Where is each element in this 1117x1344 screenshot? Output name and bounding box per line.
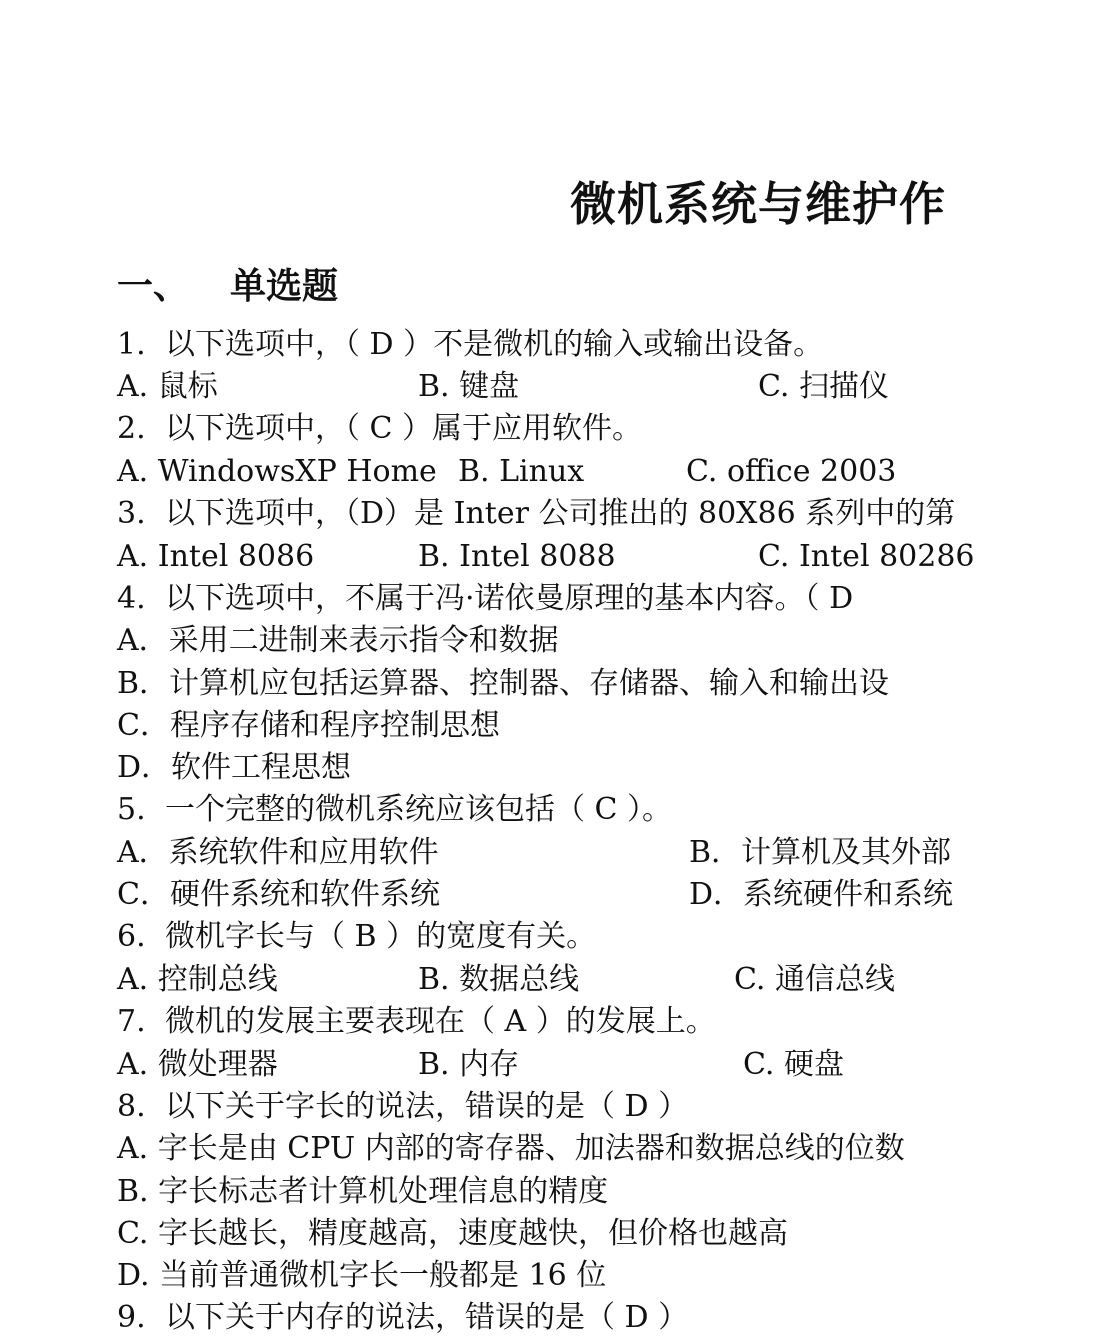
- option-a: A．系统软件和应用软件: [117, 835, 439, 870]
- question-4-stem: [117, 579, 1117, 619]
- option-c: C. office 2003: [686, 454, 897, 489]
- question-4-option-d: D．软件工程思想: [117, 750, 352, 785]
- option-b: B. Linux: [458, 454, 585, 489]
- option-b: B. 内存: [418, 1047, 520, 1082]
- option-c: C. 扫描仪: [758, 369, 889, 404]
- question-3-stem: [117, 494, 1117, 534]
- option-c: C. 通信总线: [734, 962, 895, 997]
- question-text: 微机的发展主要表现在（ A ）的发展上。: [165, 1004, 716, 1039]
- question-2-stem: [117, 409, 1117, 449]
- question-text: 以下关于内存的说法，错误的是（ D ）: [165, 1300, 689, 1335]
- option-d: D．系统硬件和系统: [689, 877, 954, 912]
- question-number: 2.: [117, 411, 146, 446]
- section-label: 单选题: [230, 265, 339, 307]
- option-c: C．硬件系统和软件系统: [117, 877, 440, 912]
- question-8-option-b: B. 字长标志者计算机处理信息的精度: [117, 1174, 609, 1209]
- question-text: 以下选项中，（D）是 Inter 公司推出的 80X86 系列中的第: [165, 496, 956, 531]
- question-6-stem: [117, 917, 1117, 957]
- document-title: 微机系统与维护作: [570, 177, 946, 231]
- question-number: 8.: [117, 1089, 146, 1124]
- question-4-option-b: B．计算机应包括运算器、控制器、存储器、输入和输出设: [117, 666, 890, 701]
- option-c: C. Intel 80286: [758, 539, 975, 574]
- question-number: 5.: [117, 792, 146, 827]
- section-number: 一、: [117, 265, 190, 307]
- question-number: 1.: [117, 327, 146, 362]
- option-a: A. 微处理器: [117, 1047, 278, 1082]
- option-a: A. WindowsXP Home: [117, 454, 437, 489]
- question-number: 4.: [117, 581, 146, 616]
- question-5-stem: [117, 790, 1117, 830]
- option-c: C. 硬盘: [743, 1047, 844, 1082]
- question-number: 3.: [117, 496, 146, 531]
- question-number: 9.: [117, 1300, 146, 1335]
- option-b: B. Intel 8088: [418, 539, 616, 574]
- option-a: A. Intel 8086: [117, 539, 315, 574]
- question-4-option-a: A．采用二进制来表示指令和数据: [117, 623, 559, 658]
- question-3-options: [117, 537, 1117, 577]
- question-text: 以下选项中，（ C ）属于应用软件。: [165, 411, 643, 446]
- question-8-option-d: D. 当前普通微机字长一般都是 16 位: [117, 1258, 607, 1293]
- question-6-options: [117, 960, 1117, 1000]
- question-5-options-row1: [117, 833, 1117, 873]
- question-2-options: [117, 452, 1117, 492]
- section-heading: [117, 258, 338, 309]
- question-8-option-c: C. 字长越长，精度越高，速度越快，但价格也越高: [117, 1216, 788, 1251]
- question-8-option-a: A. 字长是由 CPU 内部的寄存器、加法器和数据总线的位数: [117, 1131, 905, 1166]
- question-4-option-c: C．程序存储和程序控制思想: [117, 708, 500, 743]
- question-1-options: [117, 367, 1117, 407]
- question-number: 7.: [117, 1004, 146, 1039]
- option-a: A. 鼠标: [117, 369, 218, 404]
- question-8-stem: [117, 1087, 1117, 1127]
- option-b: B. 键盘: [418, 369, 520, 404]
- question-5-options-row2: [117, 875, 1117, 915]
- question-text: 以下选项中，不属于冯·诺依曼原理的基本内容。（ D: [165, 581, 854, 616]
- question-number: 6.: [117, 919, 146, 954]
- option-a: A. 控制总线: [117, 962, 278, 997]
- question-9-stem: [117, 1298, 1117, 1338]
- question-text: 以下关于字长的说法，错误的是（ D ）: [165, 1089, 689, 1124]
- question-1-stem: [117, 325, 1117, 365]
- question-text: 微机字长与（ B ）的宽度有关。: [165, 919, 597, 954]
- option-b: B. 数据总线: [418, 962, 580, 997]
- option-b: B．计算机及其外部: [689, 835, 952, 870]
- question-text: 以下选项中，（ D ）不是微机的输入或输出设备。: [165, 327, 824, 362]
- question-text: 一个完整的微机系统应该包括（ C ）。: [165, 792, 673, 827]
- question-7-stem: [117, 1002, 1117, 1042]
- question-7-options: [117, 1045, 1117, 1085]
